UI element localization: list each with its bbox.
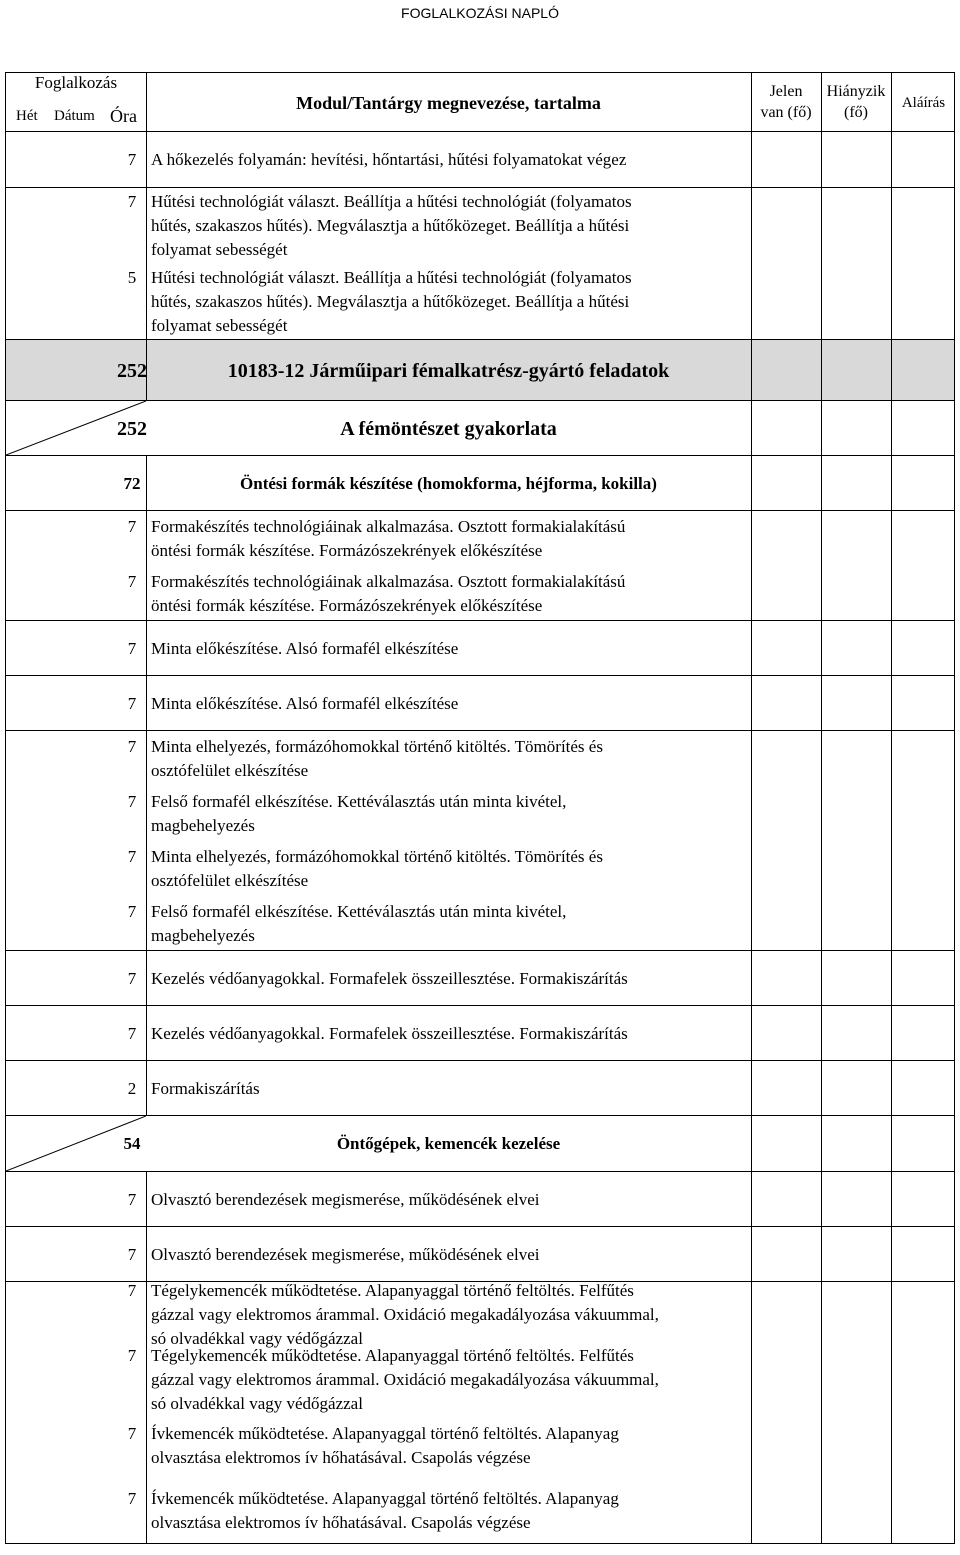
header-hianyzik-line1: Hiányzik <box>826 83 886 100</box>
hours-value: 7 <box>127 1423 137 1443</box>
content-line: magbehelyezés <box>151 925 255 945</box>
header-het: Hét <box>16 108 38 124</box>
table-row <box>5 188 955 340</box>
row-entry <box>6 131 954 188</box>
row-entry <box>6 1006 954 1061</box>
row-entry <box>6 511 954 566</box>
table-row <box>5 1116 955 1172</box>
hours-value: 7 <box>127 693 137 713</box>
journal-rows <box>5 131 955 1544</box>
row-entry <box>6 1116 954 1172</box>
hours-value: 252 <box>117 417 147 440</box>
content-line: olvasztása elektromos ív hőhatásával. Csapolás végzése <box>151 1447 531 1467</box>
content-line: Formakiszárítás <box>151 1078 260 1098</box>
row-entry <box>6 456 954 511</box>
hours-value: 7 <box>127 1244 137 1264</box>
content-line: gázzal vagy elektromos árammal. Oxidáció megakadályozása vákuummal, <box>151 1370 659 1390</box>
hours-value: 2 <box>127 1078 137 1098</box>
content-line: Formakészítés technológiáinak alkalmazása. Osztott formakialakítású <box>151 516 626 536</box>
row-entry <box>6 1061 954 1116</box>
page-title: FOGLALKOZÁSI NAPLÓ <box>401 5 559 21</box>
row-entry <box>6 188 954 264</box>
header-modul: Modul/Tantárgy megnevezése, tartalma <box>296 93 601 113</box>
row-entry <box>6 566 954 621</box>
row-entry <box>6 1227 954 1282</box>
table-row <box>5 731 955 951</box>
table-row <box>5 951 955 1006</box>
header-hianyzik-line2: (fő) <box>844 104 868 121</box>
content-line: Formakészítés technológiáinak alkalmazása. Osztott formakialakítású <box>151 571 626 591</box>
content-line: Tégelykemencék működtetése. Alapanyaggal történő feltöltés. Felfűtés <box>151 1280 634 1300</box>
content-line: Öntési formák készítése (homokforma, héjforma, kokilla) <box>240 473 657 493</box>
hours-value: 7 <box>127 846 137 866</box>
hours-value: 7 <box>127 1189 137 1209</box>
header-jelen-line2: van (fő) <box>760 104 812 121</box>
header-alairas: Aláírás <box>901 95 946 111</box>
hours-value: 7 <box>127 192 137 211</box>
content-line: Olvasztó berendezések megismerése, működésének elvei <box>151 1189 540 1209</box>
row-entry <box>6 1479 954 1545</box>
row-entry <box>6 340 954 401</box>
content-line: Kezelés védőanyagokkal. Formafelek összeillesztése. Formakiszárítás <box>151 968 628 988</box>
content-line: hűtés, szakaszos hűtés). Megválasztja a hűtőközeget. Beállítja a hűtési <box>151 292 630 311</box>
hours-value: 7 <box>127 968 137 988</box>
content-line: olvasztása elektromos ív hőhatásával. Csapolás végzése <box>151 1513 531 1533</box>
hours-value: 7 <box>127 638 137 658</box>
row-entry <box>6 621 954 676</box>
table-row <box>5 456 955 511</box>
table-row <box>5 621 955 676</box>
hours-value: 7 <box>127 791 137 811</box>
hours-value: 7 <box>127 1489 137 1509</box>
header-datum: Dátum <box>54 108 95 124</box>
content-line: folyamat sebességét <box>151 240 288 259</box>
content-line: 10183-12 Járműipari fémalkatrész-gyártó feladatok <box>227 359 670 382</box>
hours-value: 72 <box>123 473 141 493</box>
row-entry <box>6 401 954 456</box>
content-line: gázzal vagy elektromos árammal. Oxidáció megakadályozása vákuummal, <box>151 1304 659 1324</box>
content-line: Ívkemencék működtetése. Alapanyaggal történő feltöltés. Alapanyag <box>151 1423 619 1443</box>
table-row <box>5 131 955 188</box>
table-row <box>5 1006 955 1061</box>
hours-value: 7 <box>127 149 137 169</box>
content-line: Hűtési technológiát választ. Beállítja a hűtési technológiát (folyamatos <box>151 192 632 211</box>
content-line: Felső formafél elkészítése. Kettéválasztás után minta kivétel, <box>151 901 567 921</box>
hours-value: 54 <box>123 1134 141 1153</box>
content-line: A fémöntészet gyakorlata <box>340 417 557 440</box>
row-entry <box>6 676 954 731</box>
row-entry <box>6 264 954 340</box>
header-ora: Óra <box>110 106 137 126</box>
content-line: öntési formák készítése. Formázószekrények előkészítése <box>151 595 543 615</box>
table-row <box>5 1172 955 1227</box>
hours-value: 7 <box>127 571 137 591</box>
table-row <box>5 401 955 456</box>
table-row <box>5 1061 955 1116</box>
content-line: hűtés, szakaszos hűtés). Megválasztja a hűtőközeget. Beállítja a hűtési <box>151 216 630 235</box>
row-entry <box>6 1282 954 1348</box>
content-line: osztófelület elkészítése <box>151 870 309 890</box>
content-line: magbehelyezés <box>151 815 255 835</box>
content-line: Hűtési technológiát választ. Beállítja a hűtési technológiát (folyamatos <box>151 268 632 287</box>
content-line: öntési formák készítése. Formázószekrények előkészítése <box>151 540 543 560</box>
content-line: folyamat sebességét <box>151 316 288 335</box>
hours-value: 7 <box>127 1346 137 1366</box>
table-row <box>5 340 955 401</box>
content-line: Olvasztó berendezések megismerése, működésének elvei <box>151 1244 540 1264</box>
hours-value: 7 <box>127 736 137 756</box>
content-line: Minta elhelyezés, formázóhomokkal történő kitöltés. Tömörítés és <box>151 736 603 756</box>
row-entry <box>6 731 954 786</box>
hours-value: 7 <box>127 901 137 921</box>
table-row <box>5 1227 955 1282</box>
row-entry <box>6 1413 954 1479</box>
content-line: Kezelés védőanyagokkal. Formafelek összeillesztése. Formakiszárítás <box>151 1023 628 1043</box>
row-entry <box>6 896 954 951</box>
content-line: A hőkezelés folyamán: hevítési, hőntartási, hűtési folyamatokat végez <box>151 149 627 169</box>
row-entry <box>6 951 954 1006</box>
content-line: Öntőgépek, kemencék kezelése <box>336 1134 561 1153</box>
hours-value: 252 <box>117 359 147 382</box>
table-row <box>5 676 955 731</box>
row-entry <box>6 1172 954 1227</box>
row-entry <box>6 841 954 896</box>
content-line: Minta elhelyezés, formázóhomokkal történő kitöltés. Tömörítés és <box>151 846 603 866</box>
header-jelen-line1: Jelen <box>769 83 803 100</box>
header-foglalkozas: Foglalkozás <box>34 73 118 92</box>
hours-value: 7 <box>127 516 137 536</box>
hours-value: 5 <box>127 268 137 287</box>
table-row <box>5 511 955 621</box>
row-entry <box>6 786 954 841</box>
content-line: osztófelület elkészítése <box>151 760 309 780</box>
content-line: Felső formafél elkészítése. Kettéválasztás után minta kivétel, <box>151 791 567 811</box>
content-line: Ívkemencék működtetése. Alapanyaggal történő feltöltés. Alapanyag <box>151 1489 619 1509</box>
content-line: só olvadékkal vagy védőgázzal <box>151 1394 363 1414</box>
hours-value: 7 <box>127 1280 137 1300</box>
hours-value: 7 <box>127 1023 137 1043</box>
content-line: só olvadékkal vagy védőgázzal <box>151 1328 363 1348</box>
content-line: Tégelykemencék működtetése. Alapanyaggal történő feltöltés. Felfűtés <box>151 1346 634 1366</box>
row-entry <box>6 1348 954 1414</box>
content-line: Minta előkészítése. Alsó formafél elkészítése <box>151 638 459 658</box>
table-header <box>5 72 955 132</box>
table-row <box>5 1282 955 1544</box>
content-line: Minta előkészítése. Alsó formafél elkészítése <box>151 693 459 713</box>
